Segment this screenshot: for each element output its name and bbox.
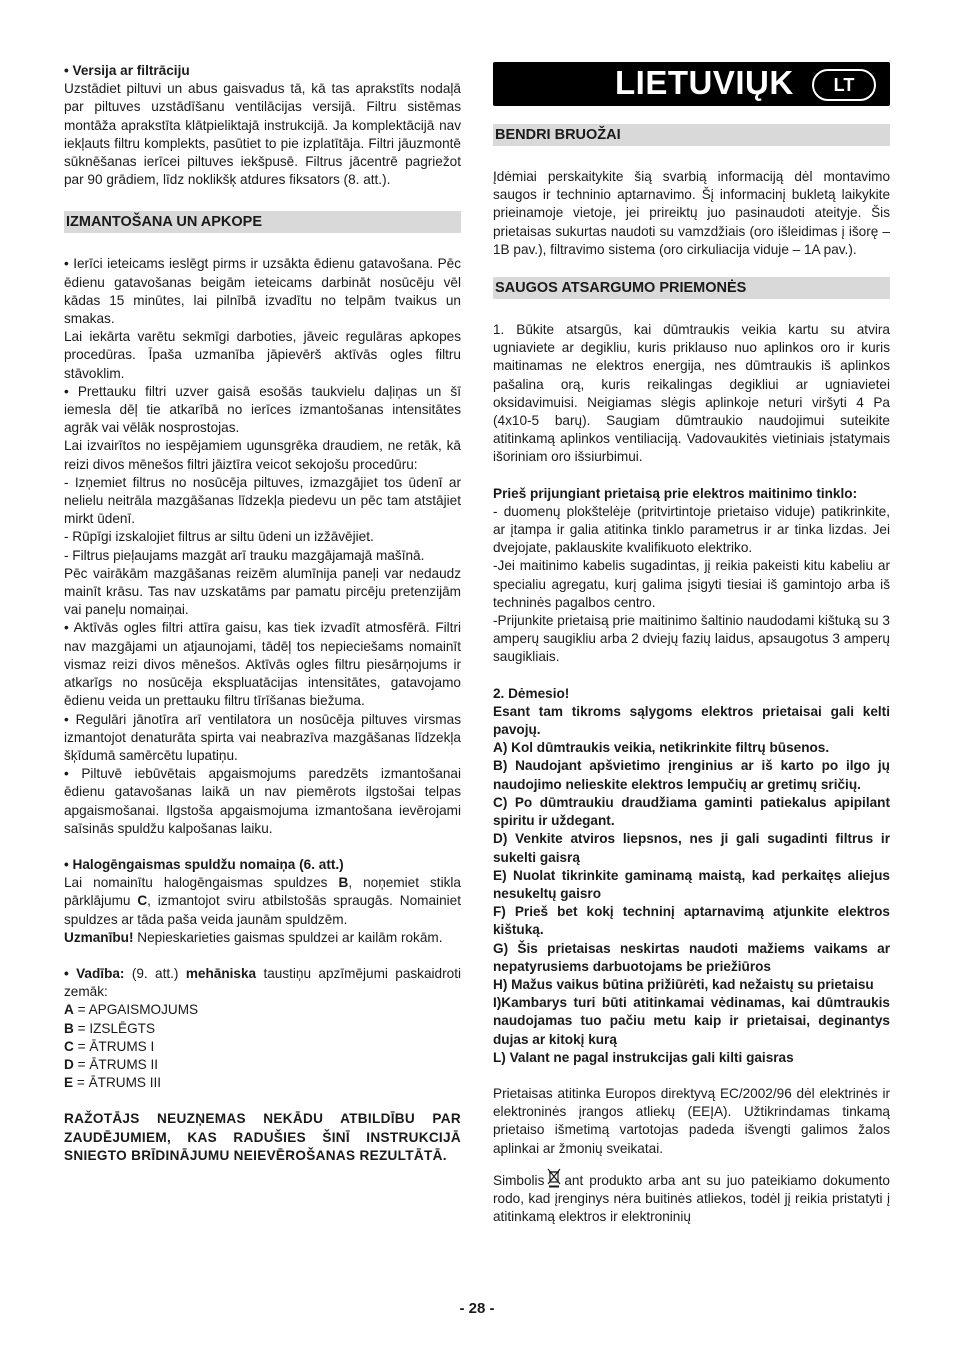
- use-paragraph: Lai izvairītos no iespējamiem ugunsgrēka draudiem, ne retāk, kā reizi divos mēnešos filtri jāiztīra veicot sekojošu procedūru:: [64, 438, 461, 472]
- use-paragraph: • Piltuvē iebūvētais apgaismojums paredzēts izmantošanai ēdienu gatavošanas laikā un nav piemērots ilgstošai telpas apgaismošanai. Ilgstoša apgaismojuma izmantošana ievērojami saīsinās spuldžu kalpošanas laiku.: [64, 766, 461, 836]
- page-number: - 28 -: [459, 1300, 495, 1317]
- key-item: A = APGAISMOJUMS: [64, 1002, 199, 1018]
- warning-title: 2. Dėmesio!: [493, 685, 570, 701]
- warning-item: B) Naudojant apšvietimo įrenginius ar iš karto po ilgo jų naudojimo nelieskite elektros lempučių ar gretimų sričių.: [493, 758, 890, 792]
- use-paragraph: • Regulāri jānotīra arī ventilatora un nosūcēja piltuves virsmas izmantojot denaturāta spirta vai neabrazīva mazgāšanas līdzekļa šķīdumā samērcētu lupatiņu.: [64, 711, 461, 763]
- use-paragraph: • Aktīvās ogles filtri attīra gaisu, kas tiek izvadīt atmosfērā. Filtri nav mazgājami un atjaunojami, tādēļ tos nepieciešams nomainīt vismaz reizi divos mēnešos. Aktīvās ogles filtru piesārņojums ir atkarīgs no nosūcēja ekspluatācijas intensitātes, gatavojamo ēdienu veida un prettauku filtru tīrīšanas biežuma.: [64, 620, 461, 709]
- key-item: D = ĀTRUMS II: [64, 1056, 159, 1072]
- use-paragraph: - Rūpīgi izskalojiet filtrus ar siltu ūdeni un izžāvējiet.: [64, 529, 374, 545]
- connect-paragraph: -Jei maitinimo kabelis sugadintas, jį reikia pakeisti kitu kabeliu ar specialiu agregatu, kurį galima įsigyti tiesiai iš gamintojo arba iš techninės pagalbos centro.: [493, 558, 890, 610]
- use-paragraph: - Filtrus pieļaujams mazgāt arī trauku mazgājamajā mašīnā.: [64, 547, 425, 563]
- use-paragraph: - Izņemiet filtrus no nosūcēja piltuves, izmazgājiet tos ūdenī ar nelielu neitrāla mazgāšanas līdzekļa piedevu un pēc tam atstājiet mirkt ūdenī.: [64, 474, 461, 527]
- warning-item: F) Prieš bet kokį techninį aptarnavimą atjunkite elektros kištuką.: [493, 904, 890, 938]
- warning-item: D) Venkite atviros liepsnos, nes ji gali sugadinti filtrus ir sukelti gaisrą: [493, 831, 890, 865]
- filter-version-title: • Versija ar filtrāciju: [64, 63, 190, 78]
- halogen-title: • Halogēngaismas spuldžu nomaiņa (6. att.): [64, 856, 344, 872]
- warning-item: E) Nuolat tikrinkite gaminamą maistą, kad perkaitęs aliejus nesukeltų gaisro: [493, 867, 890, 901]
- use-paragraph: Lai iekārta varētu sekmīgi darboties, jāveic regulāras apkopes procedūras. Īpaša uzmanība jāpievērš aktīvās ogles filtru stāvoklim.: [64, 329, 461, 381]
- key-item: B = IZSLĒGTS: [64, 1020, 156, 1036]
- weee-paragraph: Prietaisas atitinka Europos direktyvą EC/2002/96 dėl elektrinės ir elektroninės įrangos atliekų (EEĮA). Užtikrindamas tinkamą prietaiso išmetimą vartotojas padeda išvengti galimos žalos aplinkai ar žmonių sveikatai.: [493, 1085, 890, 1156]
- use-paragraph: Pēc vairākām mazgāšanas reizēm alumīnija paneļi var nedaudz mainīt krāsu. Tas nav uzskatāms par pamatu pircēju pretenzijām vai paneļu nomaiņai.: [64, 565, 461, 618]
- section-heading-safety: SAUGOS ATSARGUMO PRIEMONĖS: [493, 277, 890, 299]
- halogen-text: Lai nomainītu halogēngaismas spuldzes B, noņemiet stikla pārklājumu C, izmantojot sviru atbilstošās spraugās. Nomainiet spuldzes ar tāda paša veida jaunām spuldzēm.: [64, 875, 461, 927]
- weee-symbol-paragraph: Simbolis ant produkto arba ant su juo pateikiamo dokumento rodo, kad įrenginys nėra buitinės atliekos, todėl jį reikia pristatyti į atitinkamą elektros ir elektroninių: [493, 1168, 890, 1227]
- crossed-bin-icon: [547, 1168, 561, 1188]
- warning-item: H) Mažus vaikus būtina prižiūrėti, kad nežaistų su prietaisu: [493, 976, 874, 992]
- section-heading-use: IZMANTOŠANA UN APKOPE: [64, 211, 461, 233]
- filter-version-text: Uzstādiet piltuvi un abus gaisvadus tā, kā tas aprakstīts nodaļā par piltuves uzstādīšanu ventilācijas versijā. Filtru sistēmas montāža aprakstīta klātpieliktajā instrukcijā. Ja komplektācijā nav iekļauts filtru komplekts, pasūtiet to pie izplatītāja. Filtri jāuzmontē sūknēšanas ierīcei piltuves iekšpusē. Filtrus jācentrē pagriežot par 90 grādiem, līdz noklikšķ atdures fiksators (8. att.).: [64, 81, 461, 188]
- warning-item: G) Šis prietaisas neskirtas naudoti mažiems vaikams ar nepatyrusiems darbuotojams be priežiūros: [493, 940, 890, 974]
- warning-item: L) Valant ne pagal instrukcijas gali kilti gaisras: [493, 1049, 794, 1065]
- section-heading-general: BENDRI BRUOŽAI: [493, 124, 890, 146]
- language-banner: [493, 62, 890, 106]
- right-column: [493, 62, 890, 1226]
- warning-intro: Esant tam tikroms sąlygoms elektros prietaisai gali kelti pavojų.: [493, 703, 890, 738]
- general-text: Įdėmiai perskaitykite šią svarbią informaciją dėl montavimo saugos ir techninio aptarnavimo. Šį informacinį bukletą laikykite prieinamoje vietoje, jei prireiktų juo pasinaudoti ateityje. Šis prietaisas sukurtas naudoti su vamzdžiais (oro išleidimas į išorę – 1B pav.), filtravimo sistema (oro cirkuliacija viduje – 1A pav.).: [493, 169, 890, 257]
- warning-item: C) Po dūmtraukiu draudžiama gaminti patiekalus apipilant spiritu ir uždegant.: [493, 794, 890, 829]
- controls-text: • Vadība: (9. att.) mehāniska taustiņu apzīmējumi paskaidroti zemāk:: [64, 965, 461, 1000]
- safety-paragraph: 1. Būkite atsargūs, kai dūmtraukis veikia kartu su atvira ugniaviete ar degikliu, kuris priklauso nuo aplinkos oro ir kuris maitinamas ne elektros energija, nes dūmtraukis iš aplinkos pašalina orą, kuris reikalingas degikliui ar ugniavietei oksidavimuisi. Neigiamas slėgis aplinkoje neturi viršyti 4 Pa (4x10-5 barų). Saugiam dūmtraukio naudojimui suteikite atitinkamą aplinkos ventiliaciją. Vadovaukitės vietiniais įstatymais išoriniam oro išsiurbimui.: [493, 322, 890, 465]
- connect-paragraph: - duomenų plokštelėje (pritvirtintoje prietaiso viduje) patikrinkite, ar įtampa ir galia atitinka tinklo parametrus ir ar tinka lizdas. Jei dvejojate, paklauskite kvalifikuoto elektriko.: [493, 503, 890, 556]
- language-title: LIETUVIŲK: [615, 64, 794, 101]
- key-item: C = ĀTRUMS I: [64, 1038, 155, 1054]
- use-paragraph: • Ierīci ieteicams ieslēgt pirms ir uzsākta ēdienu gatavošana. Pēc ēdienu gatavošanas beigām ieteicams darbināt nosūcēju vēl kādas 15 minūtes, lai pilnībā izvadītu no telpām tvaikus un smakas.: [64, 256, 461, 327]
- connect-title: Prieš prijungiant prietaisą prie elektros maitinimo tinklo:: [493, 485, 858, 501]
- use-paragraph: • Prettauku filtri uzver gaisā esošās taukvielu daļiņas un šī iemesla dēļ tie atkarībā no ierīces izmantošanas intensitātes agrāk vai vēlāk nosprostojas.: [64, 383, 461, 436]
- left-column: [64, 62, 461, 1165]
- manufacturer-disclaimer: RAŽOTĀJS NEUZŅEMAS NEKĀDU ATBILDĪBU PAR ZAUDĒJUMIEM, KAS RADUŠIES ŠINĪ INSTRUKCIJĀ SNIEGTO BRĪDINĀJUMU NEIEVĒROŠANAS REZULTĀTĀ.: [64, 1111, 461, 1163]
- warning-item: I)Kambarys turi būti atitinkamai vėdinamas, kai dūmtraukis naudojamas tuo pačiu metu kaip ir prietaisai, deginantys dujas ar kitokį kurą: [493, 995, 890, 1047]
- halogen-warning: Uzmanību! Nepieskarieties gaismas spuldzei ar kailām rokām.: [64, 929, 443, 945]
- warning-item: A) Kol dūmtraukis veikia, netikrinkite filtrų būsenos.: [493, 740, 830, 756]
- key-item: E = ĀTRUMS III: [64, 1075, 162, 1091]
- language-code-badge: LT: [812, 69, 876, 101]
- connect-paragraph: -Prijunkite prietaisą prie maitinimo šaltinio naudodami kištuką su 3 amperų saugikliu arba 2 dviejų fazių laidus, apsaugotus 3 amperų saugikliais.: [493, 613, 890, 665]
